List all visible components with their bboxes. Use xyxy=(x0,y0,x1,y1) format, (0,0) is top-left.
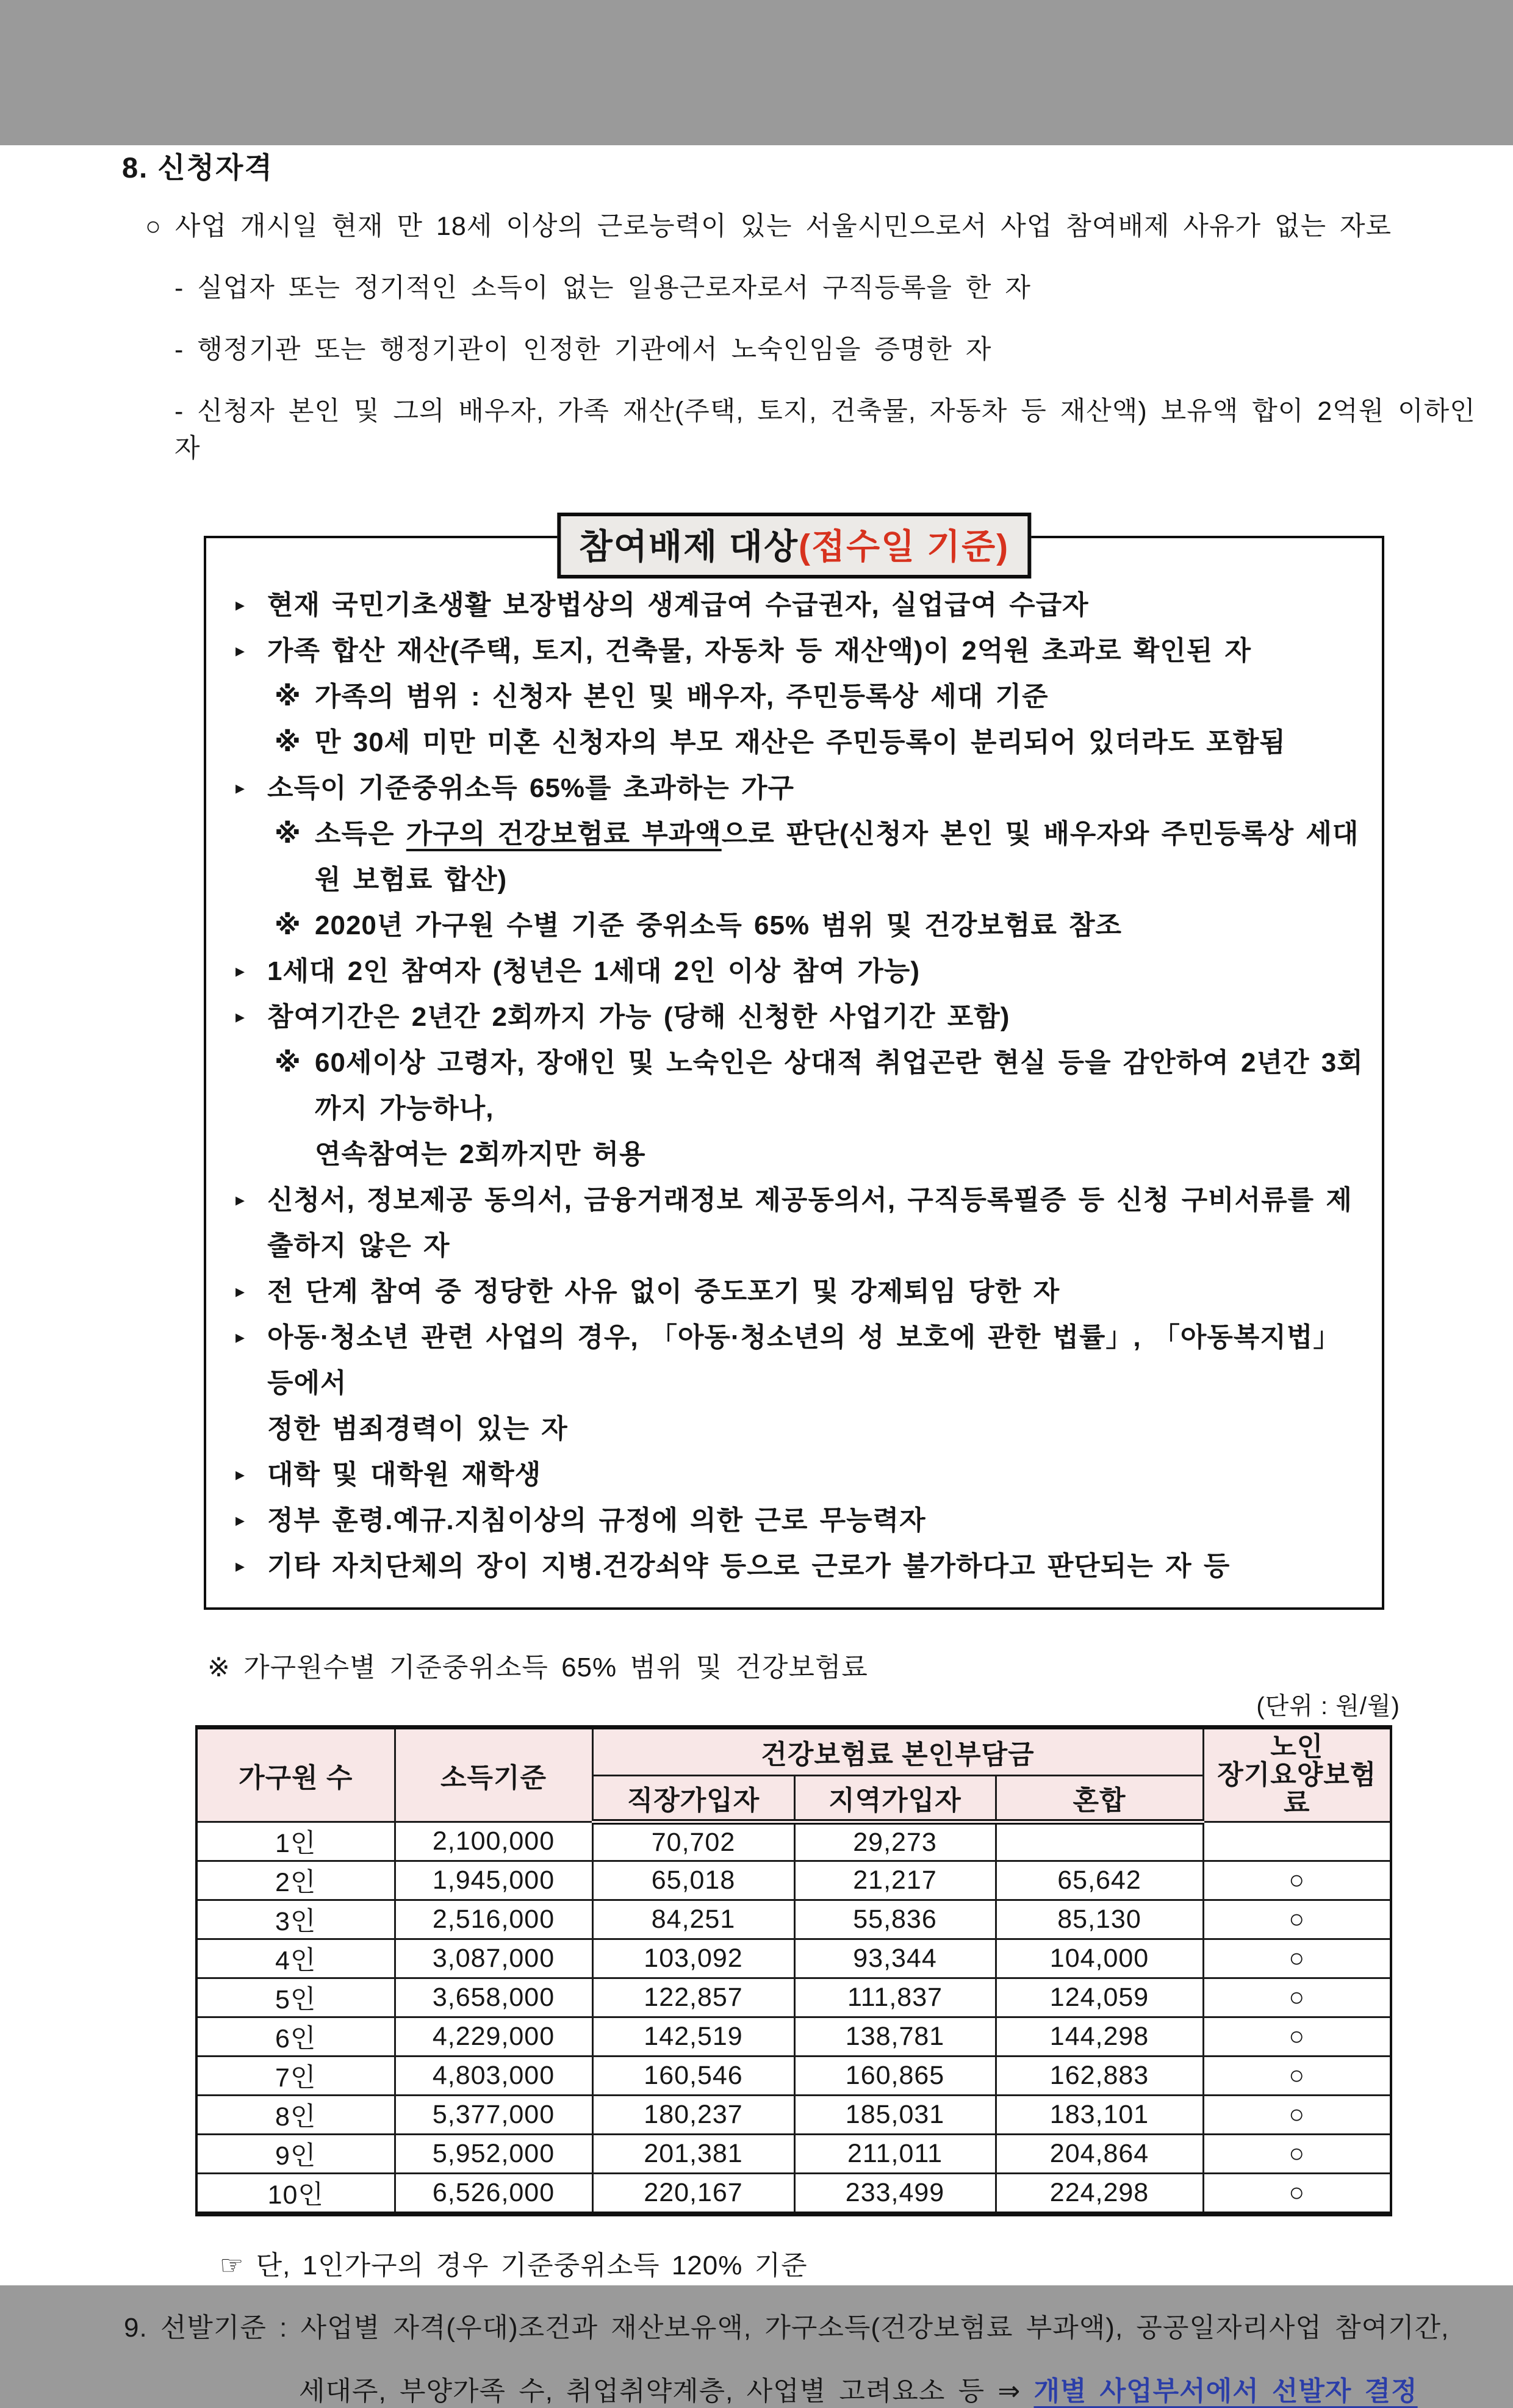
table-row xyxy=(196,2057,1391,2096)
section8-intro: ○ 사업 개시일 현재 만 18세 이상의 근로능력이 있는 서울시민으로서 사업 참여배제 사유가 없는 자로 xyxy=(145,212,1392,241)
cell-regional: 185,031 xyxy=(794,2096,996,2135)
col-header-household: 가구원 수 xyxy=(196,1728,395,1822)
exclusion-box xyxy=(204,527,1384,1610)
bullet-marker-icon: ▸ xyxy=(235,1327,246,1347)
cell-elderly: ○ xyxy=(1203,2017,1391,2057)
exclusion-item-text: 정한 범죄경력이 있는 자 xyxy=(267,1414,568,1444)
exclusion-items xyxy=(229,582,1366,1589)
bullet-marker-icon: ▸ xyxy=(235,595,246,615)
exclusion-item xyxy=(229,903,1366,948)
cell-workplace: 103,092 xyxy=(592,1939,794,1978)
income-table-footnote: ☞ 단, 1인가구의 경우 기준중위소득 120% 기준 xyxy=(220,2251,808,2280)
bullet-marker-icon: ▸ xyxy=(235,1190,246,1210)
exclusion-item-text: 참여기간은 2년간 2회까지 가능 (당해 신청한 사업기간 포함) xyxy=(267,1002,1010,1032)
section9-decision-link[interactable]: 개별 사업부서에서 선발자 결정 xyxy=(1033,2376,1418,2406)
bullet-marker-icon: ※ xyxy=(275,727,301,757)
cell-mixed: 65,642 xyxy=(996,1861,1203,1900)
exclusion-title-main: 참여배제 대상 xyxy=(578,527,799,566)
table-row xyxy=(196,1978,1391,2017)
exclusion-item-text: 기타 자치단체의 장이 지병.건강쇠약 등으로 근로가 불가하다고 판단되는 자 등 xyxy=(267,1551,1231,1581)
cell-workplace: 70,702 xyxy=(592,1822,794,1861)
cell-regional: 93,344 xyxy=(794,1939,996,1978)
bullet-marker-icon: ▸ xyxy=(235,1510,246,1530)
bullet-marker-icon: ▸ xyxy=(235,778,246,798)
exclusion-item xyxy=(229,628,1366,674)
table-row xyxy=(196,1939,1391,1978)
exclusion-item-text: 1세대 2인 참여자 (청년은 1세대 2인 이상 참여 가능) xyxy=(267,956,921,986)
exclusion-item xyxy=(229,1131,1366,1177)
cell-income: 2,100,000 xyxy=(395,1822,592,1861)
cell-income: 4,229,000 xyxy=(395,2017,592,2057)
exclusion-item xyxy=(229,582,1366,628)
cell-income: 5,952,000 xyxy=(395,2135,592,2174)
cell-regional: 29,273 xyxy=(794,1822,996,1861)
cell-income: 1,945,000 xyxy=(395,1861,592,1900)
table-row xyxy=(196,2135,1391,2174)
cell-elderly: ○ xyxy=(1203,1900,1391,1939)
table-row xyxy=(196,2017,1391,2057)
cell-regional: 111,837 xyxy=(794,1978,996,2017)
col-header-insurance-group: 건강보험료 본인부담금 xyxy=(592,1728,1203,1776)
exclusion-item-text: 신청서, 정보제공 동의서, 금융거래정보 제공동의서, 구직등록필증 등 신청 구비서류를 제출하지 않은 자 xyxy=(267,1185,1353,1261)
cell-mixed: 124,059 xyxy=(996,1978,1203,2017)
cell-workplace: 220,167 xyxy=(592,2174,794,2215)
section9-line1: 9. 선발기준 : 사업별 자격(우대)조건과 재산보유액, 가구소득(건강보험료 부과액), 공공일자리사업 참여기간, xyxy=(124,2313,1450,2343)
col-header-regional: 지역가입자 xyxy=(794,1776,996,1822)
document-page xyxy=(0,145,1513,2406)
exclusion-box-title xyxy=(557,513,1031,579)
income-table-units: (단위 : 원/월) xyxy=(1256,1693,1400,1720)
cell-elderly xyxy=(1203,1822,1391,1861)
cell-regional: 138,781 xyxy=(794,2017,996,2057)
exclusion-item xyxy=(229,1498,1366,1543)
table-row xyxy=(196,2174,1391,2215)
cell-household: 5인 xyxy=(196,1978,395,2017)
cell-income: 2,516,000 xyxy=(395,1900,592,1939)
cell-workplace: 201,381 xyxy=(592,2135,794,2174)
cell-household: 4인 xyxy=(196,1939,395,1978)
cell-income: 3,087,000 xyxy=(395,1939,592,1978)
bullet-marker-icon: ▸ xyxy=(235,1556,246,1576)
cell-regional: 55,836 xyxy=(794,1900,996,1939)
cell-regional: 211,011 xyxy=(794,2135,996,2174)
exclusion-item xyxy=(229,1314,1366,1406)
cell-regional: 160,865 xyxy=(794,2057,996,2096)
bullet-marker-icon: ▸ xyxy=(235,1465,246,1485)
exclusion-item-text: 연속참여는 2회까지만 허용 xyxy=(315,1139,646,1169)
exclusion-item xyxy=(229,811,1366,903)
cell-household: 1인 xyxy=(196,1822,395,1861)
income-table-caption: ※ 가구원수별 기준중위소득 65% 범위 및 건강보험료 xyxy=(207,1653,868,1682)
cell-elderly: ○ xyxy=(1203,2057,1391,2096)
bullet-marker-icon: ▸ xyxy=(235,961,246,981)
exclusion-item-text: 2020년 가구원 수별 기준 중위소득 65% 범위 및 건강보험료 참조 xyxy=(315,910,1123,940)
cell-workplace: 122,857 xyxy=(592,1978,794,2017)
exclusion-item-text: 소득이 기준중위소득 65%를 초과하는 가구 xyxy=(267,773,795,803)
exclusion-title-note: (접수일 기준) xyxy=(799,527,1010,566)
cell-elderly: ○ xyxy=(1203,2135,1391,2174)
cell-elderly: ○ xyxy=(1203,2174,1391,2215)
cell-mixed: 144,298 xyxy=(996,2017,1203,2057)
exclusion-item xyxy=(229,1543,1366,1589)
col-header-elderly xyxy=(1203,1728,1391,1822)
section9-line2-prefix: 세대주, 부양가족 수, 취업취약계층, 사업별 고려요소 등 ⇒ xyxy=(299,2376,1034,2406)
cell-mixed: 85,130 xyxy=(996,1900,1203,1939)
table-row xyxy=(196,1861,1391,1900)
income-table-header xyxy=(196,1728,1391,1822)
cell-elderly: ○ xyxy=(1203,1861,1391,1900)
table-row xyxy=(196,2096,1391,2135)
table-row xyxy=(196,1822,1391,1861)
cell-mixed: 104,000 xyxy=(996,1939,1203,1978)
cell-household: 8인 xyxy=(196,2096,395,2135)
bullet-marker-icon: ※ xyxy=(275,910,301,940)
exclusion-item-text: 정부 훈령.예규.지침이상의 규정에 의한 근로 무능력자 xyxy=(267,1505,926,1535)
section8-heading: 8. 신청자격 xyxy=(122,151,273,184)
cell-workplace: 65,018 xyxy=(592,1861,794,1900)
exclusion-item xyxy=(229,1406,1366,1452)
bullet-marker-icon: ▸ xyxy=(235,1007,246,1027)
exclusion-item xyxy=(229,1452,1366,1498)
cell-workplace: 84,251 xyxy=(592,1900,794,1939)
cell-household: 2인 xyxy=(196,1861,395,1900)
bullet-marker-icon: ▸ xyxy=(235,1282,246,1302)
exclusion-item-text: 가족의 범위 : 신청자 본인 및 배우자, 주민등록상 세대 기준 xyxy=(315,682,1049,712)
cell-mixed: 224,298 xyxy=(996,2174,1203,2215)
col-header-income: 소득기준 xyxy=(395,1728,592,1822)
cell-income: 5,377,000 xyxy=(395,2096,592,2135)
exclusion-item xyxy=(229,994,1366,1040)
cell-mixed xyxy=(996,1822,1203,1861)
cell-elderly: ○ xyxy=(1203,1939,1391,1978)
income-table xyxy=(195,1725,1392,2216)
cell-household: 3인 xyxy=(196,1900,395,1939)
bullet-marker-icon: ※ xyxy=(275,682,301,712)
cell-household: 9인 xyxy=(196,2135,395,2174)
cell-mixed: 183,101 xyxy=(996,2096,1203,2135)
exclusion-item-text: 전 단계 참여 중 정당한 사유 없이 중도포기 및 강제퇴임 당한 자 xyxy=(267,1277,1060,1307)
section8-condition-2: - 행정기관 또는 행정기관이 인정한 기관에서 노숙인임을 증명한 자 xyxy=(174,335,992,364)
cell-workplace: 142,519 xyxy=(592,2017,794,2057)
income-table-body xyxy=(196,1822,1391,2215)
cell-income: 4,803,000 xyxy=(395,2057,592,2096)
cell-elderly: ○ xyxy=(1203,1978,1391,2017)
col-header-elderly-line1: 노인 xyxy=(1270,1732,1324,1762)
cell-workplace: 160,546 xyxy=(592,2057,794,2096)
section9-line2 xyxy=(299,2369,1513,2408)
cell-household: 7인 xyxy=(196,2057,395,2096)
exclusion-item-text: 만 30세 미만 미혼 신청자의 부모 재산은 주민등록이 분리되어 있더라도 포함됨 xyxy=(315,727,1286,757)
exclusion-item xyxy=(229,719,1366,765)
cell-regional: 233,499 xyxy=(794,2174,996,2215)
cell-household: 10인 xyxy=(196,2174,395,2215)
exclusion-item xyxy=(229,1040,1366,1131)
table-row xyxy=(196,1900,1391,1939)
exclusion-item-text: 대학 및 대학원 재학생 xyxy=(267,1460,542,1490)
exclusion-item-text: 소득은 가구의 건강보험료 부과액으로 판단(신청자 본인 및 배우자와 주민등록상 세대원 보험료 합산) xyxy=(315,819,1359,895)
exclusion-item xyxy=(229,765,1366,811)
bullet-marker-icon: ※ xyxy=(275,1048,301,1078)
exclusion-item-text: 아동·청소년 관련 사업의 경우, 「아동·청소년의 성 보호에 관한 법률」, 「아동복지법」 등에서 xyxy=(267,1322,1341,1398)
exclusion-item xyxy=(229,1177,1366,1269)
section8-condition-3: - 신청자 본인 및 그의 배우자, 가족 재산(주택, 토지, 건축물, 자동차 등 재산액) 보유액 합이 2억원 이하인 자 xyxy=(174,397,1476,463)
bullet-marker-icon: ▸ xyxy=(235,641,246,661)
cell-workplace: 180,237 xyxy=(592,2096,794,2135)
col-header-workplace: 직장가입자 xyxy=(592,1776,794,1822)
exclusion-item-text: 현재 국민기초생활 보장법상의 생계급여 수급권자, 실업급여 수급자 xyxy=(267,590,1089,620)
section8-condition-1: - 실업자 또는 정기적인 소득이 없는 일용근로자로서 구직등록을 한 자 xyxy=(174,273,1031,303)
exclusion-item-text: 60세이상 고령자, 장애인 및 노숙인은 상대적 취업곤란 현실 등을 감안하여 2년간 3회까지 가능하나, xyxy=(315,1048,1364,1123)
exclusion-item xyxy=(229,1269,1366,1314)
cell-income: 6,526,000 xyxy=(395,2174,592,2215)
cell-elderly: ○ xyxy=(1203,2096,1391,2135)
cell-mixed: 204,864 xyxy=(996,2135,1203,2174)
col-header-mixed: 혼합 xyxy=(996,1776,1203,1822)
exclusion-item xyxy=(229,948,1366,994)
exclusion-item xyxy=(229,674,1366,719)
col-header-elderly-line2: 장기요양보험료 xyxy=(1217,1760,1377,1818)
cell-household: 6인 xyxy=(196,2017,395,2057)
cell-regional: 21,217 xyxy=(794,1861,996,1900)
exclusion-item-text: 가족 합산 재산(주택, 토지, 건축물, 자동차 등 재산액)이 2억원 초과로 확인된 자 xyxy=(267,636,1252,666)
cell-income: 3,658,000 xyxy=(395,1978,592,2017)
bullet-marker-icon: ※ xyxy=(275,819,301,849)
cell-mixed: 162,883 xyxy=(996,2057,1203,2096)
